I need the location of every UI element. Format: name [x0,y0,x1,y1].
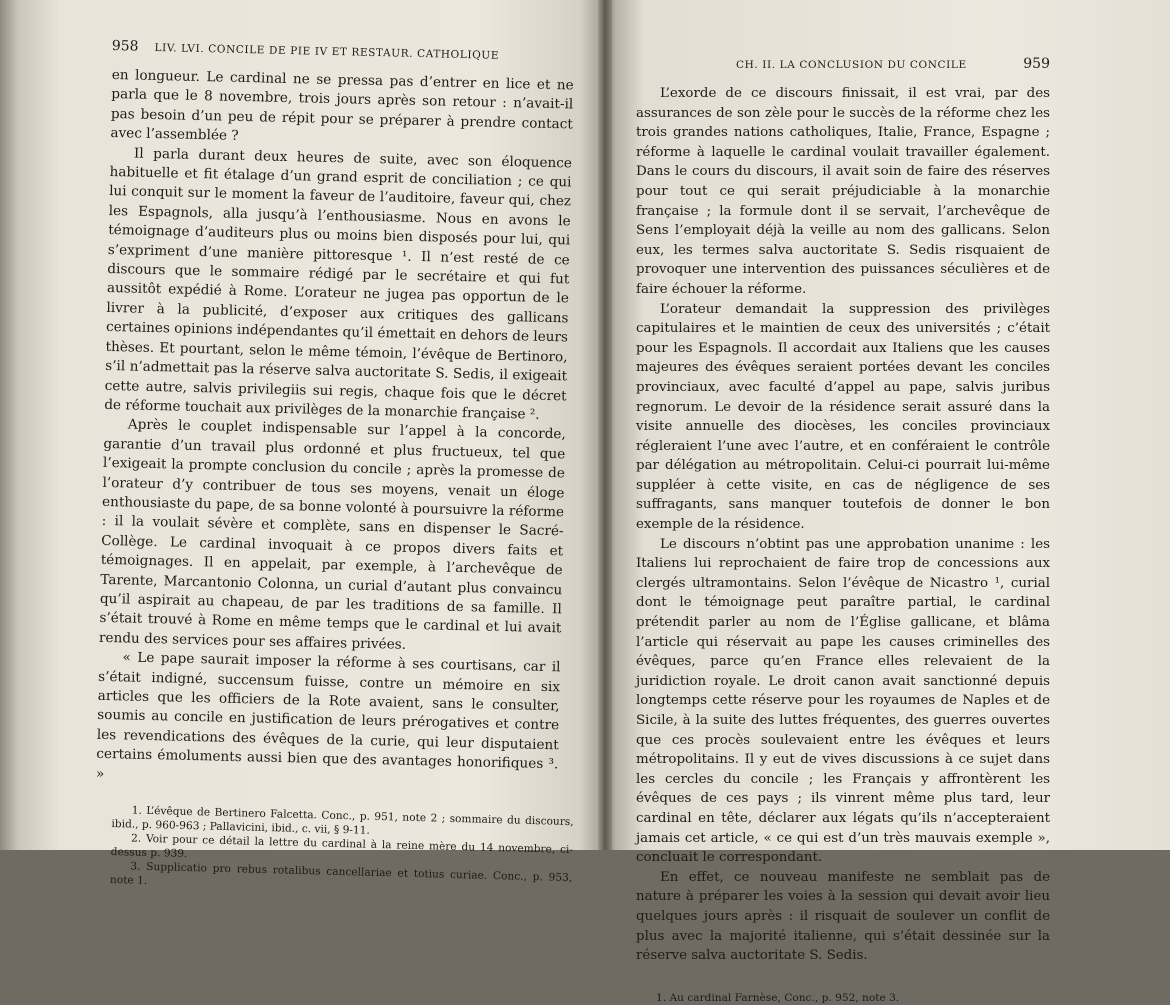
right-footnote-1: 1. Au cardinal Farnèse, Conc., p. 952, note 3. [656,991,900,1004]
left-page-number: 958 [111,38,139,55]
left-footnotes [110,804,574,900]
right-footnotes [636,992,1050,1005]
right-page-number: 959 [1023,56,1050,72]
left-paragraph-1: en longueur. Le cardinal ne se pressa pas d’entrer en lice et ne parla que le 8 novembre, trois jours après son retour : n’avait-il pas besoin d’un peu de répit pour se préparer à prendre contact avec l’assemblée ? [110,66,574,145]
right-paragraph-2: L’orateur demandait la suppression des privilèges capitulaires et le maintien de ceux des universités ; c’était pour les Espagnols. Il accordait aux Italiens que les causes majeures des évêques seraient portées devant les conciles provinciaux, avec faculté d’appel au pape, salvis juribus regnorum. Le devoir de la résidence serait assuré dans la visite annuelle des diocèses, les conciles provinciaux régleraient l’une avec l’autre, et en conféraient le contrôle par délégation au métropolitain. Celui-ci pourrait lui-même suppléer à cette visite, en cas de négligence de ses suffragants, sans manquer toutefois de donner le bon exemple de la résidence. [636,301,1050,533]
left-paragraph-3: Après le couplet indispensable sur l’appel à la concorde, garantie d’un travail plus ordonné et plus fructueux, tel que l’exigeait la prompte conclusion du concile ; après la promesse de l’orateur d’y contribuer de tous ses moyens, venait un éloge enthousiaste du pape, de sa bonne volonté à poursuivre la réforme : il la voulait sévère et complète, sans en dispenser le Sacré-Collège. Le cardinal invoquait à ce propos divers faits et témoignages. Il en appelait, par exemple, à l’archevêque de Tarente, Marcantonio Colonna, un curial d’autant plus convaincu qu’il aspirait au chapeau, de par les traditions de sa famille. Il s’était trouvé à Rome en même temps que le cardinal et lui avait rendu des services pour ses affaires privées. [98,416,566,653]
left-footnote-2: 2. Voir pour ce détail la lettre du cardinal à la reine mère du 14 novembre, ci-dessus p. 939. [110,832,574,860]
right-body-text [636,84,1050,966]
left-footnote-1: 1. L’évêque de Bertinero Falcetta. Conc., p. 951, note 2 ; sommaire du discours, ibid., p. 960-963 ; Pallavicini, ibid., c. vii, § 9-11. [111,804,574,837]
left-paragraph-4: « Le pape saurait imposer la réforme à ses courtisans, car il s’était indigné, succensum fuisse, contre un mémoire en six articles que les officiers de la Rote avaient, sans le consulter, soumis au concile en justification de leurs prérogatives et contre les revendications des évêques de la curie, qui leur disputaient certains émoluments aussi bien que des avantages honorifiques ³. » [95,649,561,782]
left-page [0,0,604,887]
left-paragraph-2: Il parla durant deux heures de suite, avec son éloquence habituelle et fit étalage d’un grand esprit de conciliation ; ce qui lui conquit sur le moment la faveur de l’auditoire, faveur qui, chez les Espagnols, alla jusqu’à l’enthousiasme. Nous en avons le témoignage d’auditeurs plus ou moins bien disposés pour lui, qui s’expriment d’une manière pittoresque ¹. Il n’est resté de ce discours que le sommaire rédigé par le secrétaire et qui fut aussitôt expédié à Rome. L’orateur ne jugea pas opportun de le livrer à la publicité, d’exposer aux critiques des gallicans certaines opinions indépendantes qu’il émettait en dehors de leurs thèses. Et pourtant, selon le même témoin, l’évêque de Bertinoro, s’il n’admettait pas la réserve salva auctoritate S. Sedis, il exigeait cette autre, salvis privilegiis sui regis, chaque fois que le décret de réforme touchait aux privilèges de la monarchie française ². [104,145,573,423]
right-page [604,0,1170,1004]
right-paragraph-1: L’exorde de ce discours finissait, il est vrai, par des assurances de son zèle pour le succès de la réforme chez les trois grandes nations catholiques, Italie, France, Espagne ; réforme à laquelle le cardinal voulait travailler également. Dans le cours du discours, il avait soin de faire des réserves pour tout ce qui serait préjudiciable à la monarchie française ; la formule dont il se servait, l’archevêque de Sens l’employait déjà la veille au nom des gallicans. Selon eux, les termes salva auctoritate S. Sedis risquaient de provoquer une intervention des puissances séculières et de faire échouer la réforme. [636,86,1050,297]
book-gutter [598,0,612,850]
right-running-head [636,56,1050,72]
left-running-title: LIV. LVI. CONCILE DE PIE IV ET RESTAUR. CATHOLIQUE [154,41,500,62]
right-paragraph-3: Le discours n’obtint pas une approbation unanime : les Italiens lui reprochaient de faire trop de concessions aux clergés ultramontains. Selon l’évêque de Nicastro ¹, curial dont le témoignage peut paraître partial, le cardinal prétendit parler au nom de l’Église gallicane, et blâma l’article qui réservait au pape les causes criminelles des évêques, parce qu’en France elles relevaient de la juridiction royale. Le droit canon avait sanctionné depuis longtemps cette réserve pour les royaumes de Naples et de Sicile, à la suite des luttes fréquentes, des guerres ouvertes que ces procès soulevaient entre les évêques et leurs métropolitains. Il y eut de vives discussions à ce sujet dans les cercles du concile ; les Français y affrontèrent les évêques de ces pays ; ils vinrent même plus tard, leur cardinal en tête, déclarer aux légats qu’ils n’accepteraient jamais cet article, « ce qui est d’un très mauvais exemple », concluait le correspondant. [636,536,1050,866]
left-running-head [112,38,574,64]
right-running-title: CH. II. LA CONCLUSION DU CONCILE [736,59,967,71]
left-body-text [96,66,574,794]
left-footnote-3: 3. Supplicatio pro rebus rotalibus cancellariae et totius curiae. Conc., p. 953, note 1. [109,860,573,887]
right-paragraph-4: En effet, ce nouveau manifeste ne semblait pas de nature à préparer les voies à la session qui devait avoir lieu quelques jours après : il risquait de soulever un conflit de plus avec la majorité italienne, qui s’était dessinée sur la réserve salva auctoritate S. Sedis. [636,869,1050,964]
